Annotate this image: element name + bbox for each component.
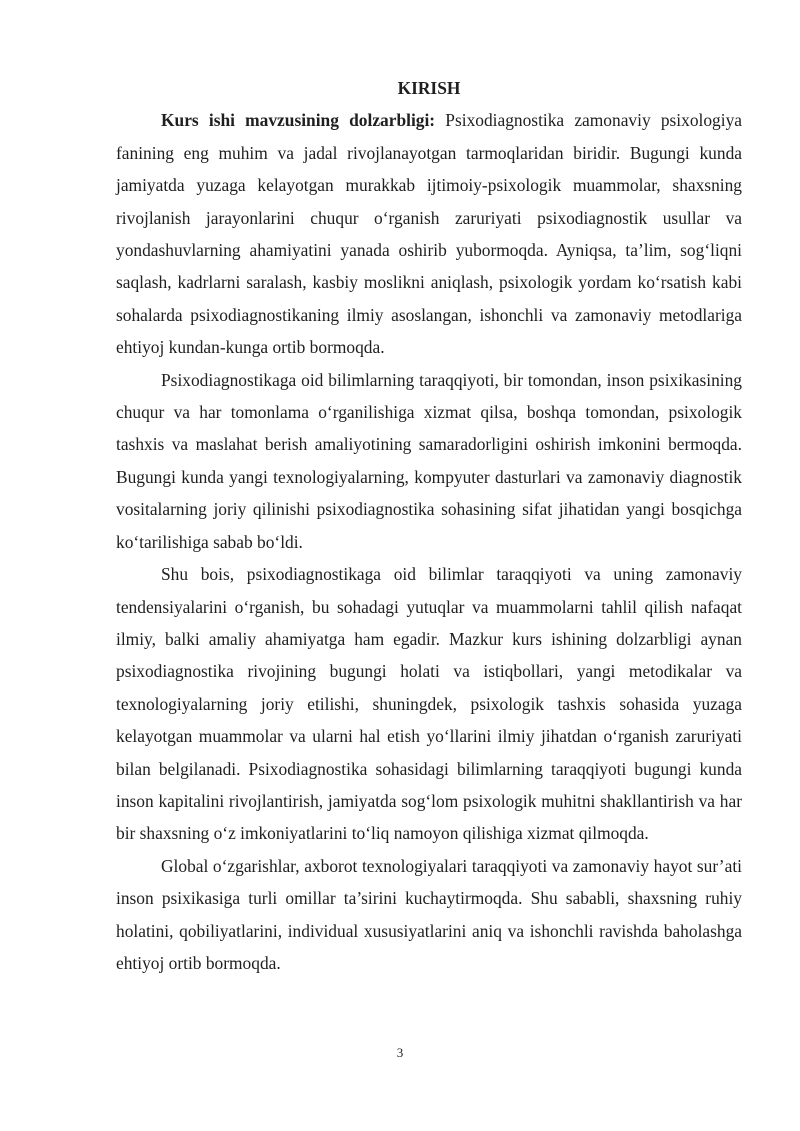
paragraph-1-lead: Kurs ishi mavzusining dolzarbligi: bbox=[161, 110, 436, 131]
page-heading: KIRISH bbox=[397, 78, 461, 98]
paragraph-2: Psixodiagnostikaga oid bilimlarning taraqqiyoti, bir tomondan, inson psixikasining chuqur va har tomonlama o‘rganilishiga xizmat qilsa, boshqa tomondan, psixologik tashxis va maslahat berish amaliyotining samaradorligini oshirish imkonini bermoqda. Bugungi kunda yangi texnologiyalarning, kompyuter dasturlari va zamonaviy diagnostik vositalarning joriy qilinishi psixodiagnostika sohasining sifat jihatidan yangi bosqichga ko‘tarilishiga sabab bo‘ldi. bbox=[116, 369, 742, 552]
paragraph-1-text: Psixodiagnostika zamonaviy psixologiya fanining eng muhim va jadal rivojlanayotgan tarmoqlaridan biridir. Bugungi kunda jamiyatda yuzaga kelayotgan murakkab ijtimoiy-psixologik muammolar, shaxsning rivojlanish jarayonlarini chuqur o‘rganish zaruriyati psixodiagnostik usullar va yondashuvlarning ahamiyatini yanada oshirib yubormoqda. Ayniqsa, ta’lim, sog‘liqni saqlash, kadrlarni saralash, kasbiy moslikni aniqlash, psixologik yordam ko‘rsatish kabi sohalarda psixodiagnostikaning ilmiy asoslangan, ishonchli va zamonaviy metodlariga ehtiyoj kundan-kunga ortib bormoqda. bbox=[116, 110, 742, 358]
paragraph-3: Shu bois, psixodiagnostikaga oid bilimlar taraqqiyoti va uning zamonaviy tendensiyalarini o‘rganish, bu sohadagi yutuqlar va muammolarni tahlil qilish nafaqat ilmiy, balki amaliy ahamiyatga ham egadir. Mazkur kurs ishining dolzarbligi aynan psixodiagnostika rivojining bugungi holati va istiqbollari, yangi metodikalar va texnologiyalarning joriy etilishi, shuningdek, psixologik tashxis sohasida yuzaga kelayotgan muammolar va ularni hal etish yo‘llarini ilmiy jihatdan o‘rganish zaruriyati bilan belgilanadi. Psixodiagnostika sohasidagi bilimlarning taraqqiyoti bugungi kunda inson kapitalini rivojlantirish, jamiyatda sog‘lom psixologik muhitni shakllantirish va har bir shaxsning o‘z imkoniyatlarini to‘liq namoyon qilishiga xizmat qilmoqda. bbox=[116, 564, 742, 844]
page-number: 3 bbox=[396, 1045, 404, 1060]
paragraph-1 bbox=[116, 104, 742, 363]
paragraph-4: Global o‘zgarishlar, axborot texnologiyalari taraqqiyoti va zamonaviy hayot sur’ati inson psixikasiga turli omillar ta’sirini kuchaytirmoqda. Shu sababli, shaxsning ruhiy holatini, qobiliyatlarini, individual xususiyatlarini aniq va ishonchli ravishda baholashga ehtiyoj ortib bormoqda. bbox=[116, 855, 742, 973]
page-body bbox=[116, 72, 742, 979]
